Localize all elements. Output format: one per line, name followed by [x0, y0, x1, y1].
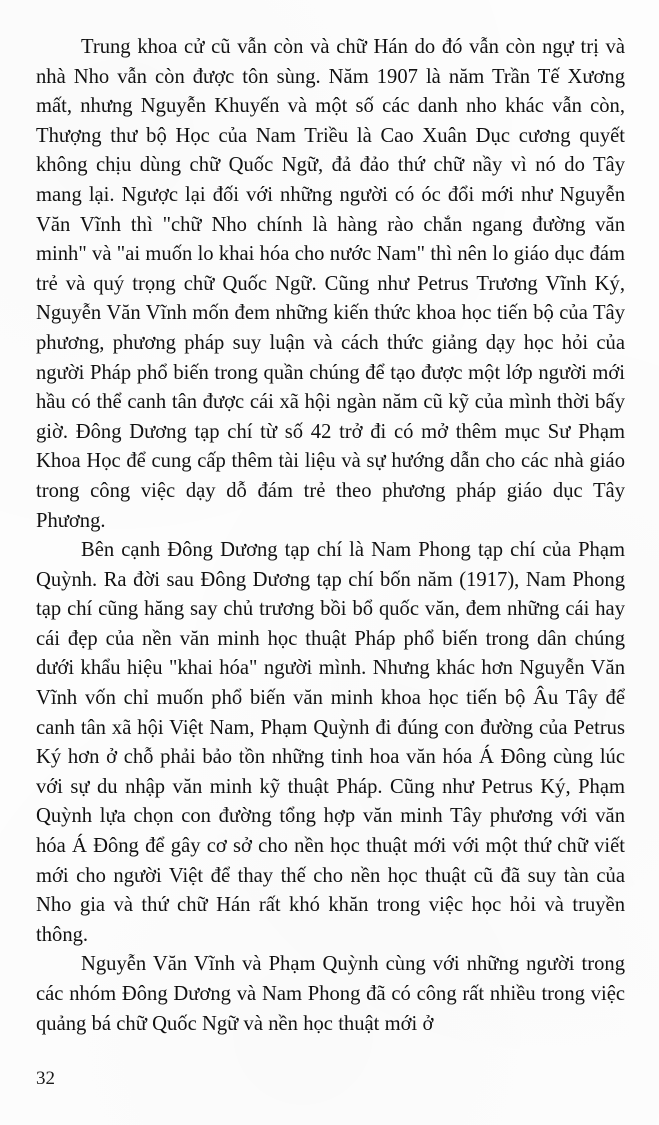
- body-paragraph-3: Nguyễn Văn Vĩnh và Phạm Quỳnh cùng với những người trong các nhóm Đông Dương và Nam Phong đã có công rất nhiều trong việc quảng bá chữ Quốc Ngữ và nền học thuật mới ở: [36, 953, 625, 1035]
- body-paragraph-2: Bên cạnh Đông Dương tạp chí là Nam Phong tạp chí của Phạm Quỳnh. Ra đời sau Đông Dương tạp chí bốn năm (1917), Nam Phong tạp chí cũng hăng say chủ trương bồi bổ quốc văn, đem những cái hay cái đẹp của nền văn minh học thuật Pháp phổ biến trong dân chúng dưới khẩu hiệu "khai hóa" người mình. Nhưng khác hơn Nguyễn Văn Vĩnh vốn chỉ muốn phổ biến văn minh khoa học tiến bộ Âu Tây để canh tân xã hội Việt Nam, Phạm Quỳnh đi đúng con đường của Petrus Ký hơn ở chỗ phải bảo tồn những tinh hoa văn hóa Á Đông cùng lúc với sự du nhập văn minh kỹ thuật Pháp. Cũng như Petrus Ký, Phạm Quỳnh lựa chọn con đường tổng hợp văn minh Tây phương với văn hóa Á Đông để gây cơ sở cho nền học thuật mới với một thứ chữ viết mới cho người Việt để thay thế cho nền học thuật cũ đã suy tàn của Nho gia và thứ chữ Hán rất khó khăn trong việc học hỏi và truyền thông.: [36, 539, 625, 946]
- page-number: 32: [36, 1068, 55, 1089]
- body-text-column: [36, 33, 625, 1039]
- body-paragraph-1: Trung khoa cử cũ vẫn còn và chữ Hán do đó vẫn còn ngự trị và nhà Nho vẫn còn được tôn sùng. Năm 1907 là năm Trần Tế Xương mất, nhưng Nguyễn Khuyến và một số các danh nho khác vẫn còn, Thượng thư bộ Học của Nam Triều là Cao Xuân Dục cương quyết không chịu dùng chữ Quốc Ngữ, đả đảo thứ chữ nầy vì nó do Tây mang lại. Ngược lại đối với những người có óc đổi mới như Nguyễn Văn Vĩnh thì "chữ Nho chính là hàng rào chắn ngang đường văn minh" và "ai muốn lo khai hóa cho nước Nam" thì nên lo giáo dục đám trẻ và quý trọng chữ Quốc Ngữ. Cũng như Petrus Trương Vĩnh Ký, Nguyễn Văn Vĩnh mốn đem những kiến thức khoa học tiến bộ của Tây phương, phương pháp suy luận và cách thức giảng dạy học hỏi của người Pháp phổ biến trong quần chúng để tạo được một lớp người mới hầu có thể canh tân được cái xã hội ngàn năm cũ kỹ của mình thời bấy giờ. Đông Dương tạp chí từ số 42 trở đi có mở thêm mục Sư Phạm Khoa Học để cung cấp thêm tài liệu và sự hướng dẫn cho các nhà giáo trong công việc dạy dỗ đám trẻ theo phương pháp giáo dục Tây Phương.: [36, 36, 625, 532]
